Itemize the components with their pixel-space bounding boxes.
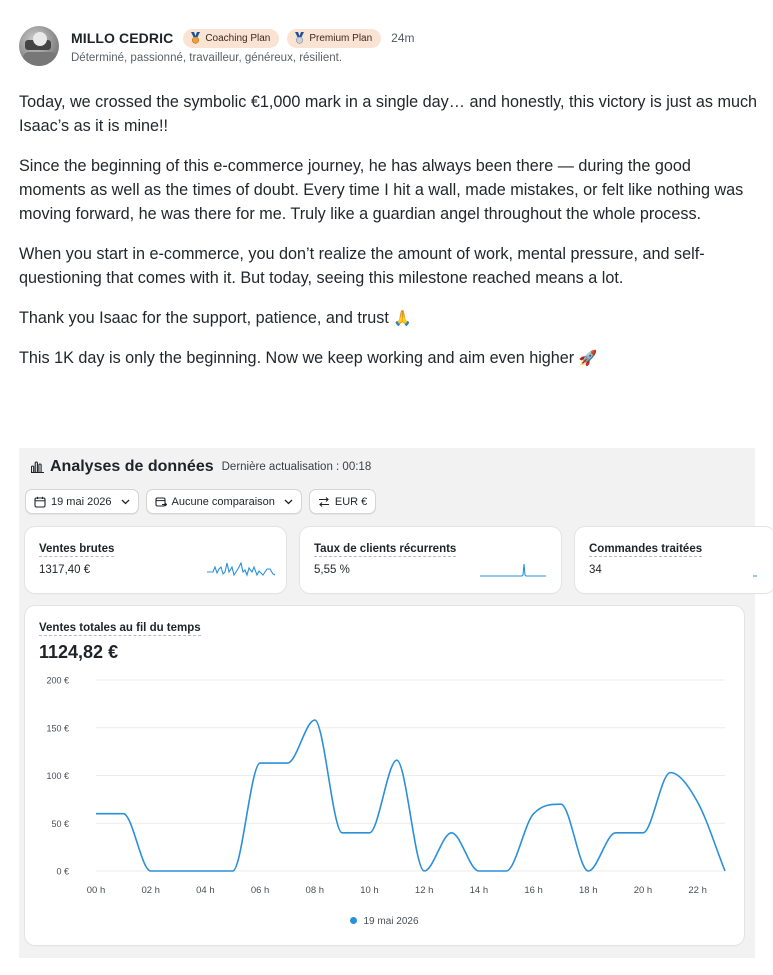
- last-updated: Dernière actualisation : 00:18: [221, 461, 372, 473]
- date-filter-label: 19 mai 2026: [51, 495, 112, 508]
- y-tick-label: 100 €: [46, 771, 69, 781]
- y-tick-label: 150 €: [46, 723, 69, 734]
- y-tick-label: 200 €: [46, 675, 69, 686]
- bar-chart-icon: [31, 461, 44, 473]
- post-paragraph-text: This 1K day is only the beginning. Now we keep working and aim even higher: [19, 349, 575, 367]
- kpi-value: 34: [589, 564, 602, 576]
- filter-bar: [25, 489, 376, 514]
- currency-filter-label: EUR €: [334, 495, 368, 508]
- post-paragraph: [19, 306, 759, 330]
- legend-label: 19 mai 2026: [363, 916, 419, 927]
- analytics-header: [31, 457, 371, 477]
- author-name[interactable]: MILLO CEDRIC: [71, 30, 174, 46]
- kpi-value: 5,55 %: [314, 564, 350, 576]
- chart-title: Ventes totales au fil du temps: [39, 622, 201, 634]
- post-timestamp: 24m: [391, 31, 415, 45]
- coaching-plan-badge: [183, 29, 279, 48]
- chart-total: 1124,82 €: [39, 642, 119, 662]
- badge-label: Coaching Plan: [205, 32, 271, 44]
- medal-icon: [294, 32, 305, 44]
- x-tick-label: 10 h: [360, 885, 379, 896]
- sales-line-chart: [25, 606, 744, 945]
- x-tick-label: 12 h: [414, 885, 434, 896]
- post-body: [19, 90, 759, 386]
- sales-over-time-card[interactable]: [25, 606, 744, 945]
- analytics-title: Analyses de données: [50, 458, 214, 475]
- kpi-label: Taux de clients récurrents: [314, 543, 457, 555]
- chart-legend: [25, 916, 744, 927]
- x-tick-label: 02 h: [141, 885, 160, 896]
- kpi-card-orders[interactable]: [575, 527, 773, 593]
- badge-label: Premium Plan: [309, 32, 373, 44]
- comparison-filter-button[interactable]: [146, 489, 302, 514]
- x-tick-label: 18 h: [579, 885, 598, 896]
- premium-plan-badge: [287, 29, 381, 48]
- x-tick-label: 14 h: [469, 885, 489, 896]
- sales-series-line: [96, 720, 725, 871]
- date-filter-button[interactable]: [25, 489, 139, 514]
- legend-swatch: [350, 917, 357, 924]
- rocket-emoji: 🚀: [578, 349, 598, 367]
- x-tick-label: 04 h: [196, 885, 215, 896]
- avatar[interactable]: [19, 26, 59, 66]
- kpi-label: Ventes brutes: [39, 543, 115, 555]
- kpi-sparkline: [205, 555, 277, 581]
- post-paragraph: When you start in e-commerce, you don’t realize the amount of work, mental pressure, and self-questioning that comes with it. But today, seeing this milestone reached means a lot.: [19, 245, 705, 287]
- currency-filter-button[interactable]: [309, 489, 376, 514]
- post-paragraph-text: Thank you Isaac for the support, patience, and trust: [19, 309, 389, 327]
- kpi-card-returning-customers[interactable]: [300, 527, 561, 593]
- post-paragraph: Since the beginning of this e-commerce journey, he has always been there — during the good moments as well as the times of doubt. Every time I hit a wall, made mistakes, or felt like nothing was moving forward, he was there for me. Truly like a guardian angel throughout the whole process.: [19, 157, 744, 223]
- comparison-filter-label: Aucune comparaison: [171, 495, 275, 508]
- kpi-sparkline: [751, 555, 773, 581]
- x-tick-label: 16 h: [524, 885, 543, 896]
- chevron-down-icon: [121, 499, 130, 505]
- analytics-screenshot[interactable]: [19, 448, 755, 958]
- post-header: [19, 26, 754, 70]
- y-tick-label: 50 €: [51, 818, 69, 829]
- kpi-card-gross-sales[interactable]: [25, 527, 286, 593]
- x-tick-label: 22 h: [688, 885, 707, 896]
- post-paragraph: [19, 346, 759, 370]
- praying-hands-emoji: 🙏: [393, 309, 413, 327]
- compare-calendar-icon: [155, 496, 167, 508]
- chevron-down-icon: [284, 499, 293, 505]
- x-tick-label: 08 h: [305, 885, 325, 896]
- medal-icon: [190, 32, 201, 44]
- x-tick-label: 06 h: [250, 885, 270, 896]
- x-tick-label: 20 h: [633, 885, 653, 896]
- post-paragraph: Today, we crossed the symbolic €1,000 mark in a single day… and honestly, this victory is just as much Isaac’s as it is mine!!: [19, 93, 758, 135]
- x-tick-label: 00 h: [86, 885, 106, 896]
- kpi-label: Commandes traitées: [589, 543, 703, 555]
- currency-exchange-icon: [318, 496, 330, 508]
- kpi-sparkline: [478, 555, 550, 581]
- kpi-value: 1317,40 €: [39, 564, 91, 576]
- author-line: [71, 28, 415, 48]
- author-bio: Déterminé, passionné, travailleur, généreux, résilient.: [71, 52, 343, 64]
- calendar-icon: [34, 496, 46, 508]
- y-tick-label: 0 €: [56, 866, 69, 877]
